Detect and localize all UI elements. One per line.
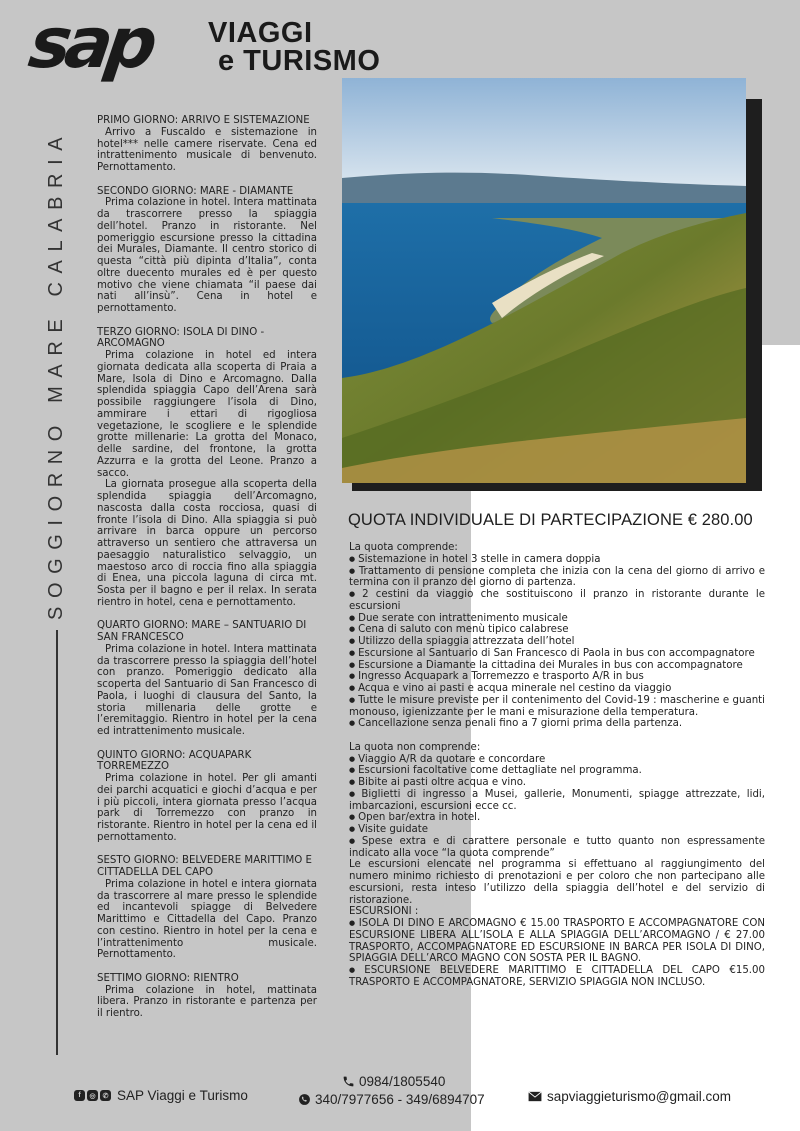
mail-icon [528, 1091, 542, 1102]
day-heading: QUINTO GIORNO: ACQUAPARK TORREMEZZO [97, 749, 252, 773]
phone-icon [342, 1075, 355, 1088]
excludes-item: ● Visite guidate [349, 824, 765, 836]
includes-item: ● 2 cestini da viaggio che sostituiscono il pranzo in ristorante durante le escursioni [349, 589, 765, 613]
itinerary-day [97, 115, 317, 174]
itinerary-day [97, 620, 317, 738]
excursion-item: ● ISOLA DI DINO E ARCOMAGNO € 15.00 TRASPORTO E ACCOMPAGNATORE CON ESCURSIONE LIBERA ALL’ISOLA E ALLA SPIAGGIA DELL’ARCOMAGNO / € 27.00 TRASPORTO, ACCOMPAGNATORE ED ESCURSIONE IN BARCA PER ISOLA DI DINO, SPIAGGIA DELL’ARCO MAGNO CON SOSTA PER IL BAGNO. [349, 918, 765, 965]
excludes-item: ● Biglietti di ingresso a Musei, gallerie, Monumenti, spiagge attrezzate, lidi, imbarcazioni, escursioni ecce cc. [349, 789, 765, 813]
excludes-title: La quota non comprende: [349, 741, 481, 753]
whatsapp-social-icon[interactable]: ✆ [100, 1090, 111, 1101]
includes-item: ● Acqua e vino ai pasti e acqua minerale nel cestino da viaggio [349, 683, 765, 695]
footer-brand [74, 1088, 248, 1103]
whatsapp-icon [298, 1093, 311, 1106]
day-description: Arrivo a Fuscaldo e sistemazione in hotel*** nelle camere riservate. Cena ed intrattenimento musicale di benvenuto. Pernottamento. [97, 126, 317, 173]
excursion-item: ● ESCURSIONE BELVEDERE MARITTIMO E CITTADELLA DEL CAPO €15.00 TRASPORTO E ACCOMPAGNATORE, SERVIZIO SPIAGGIA NON INCLUSO. [349, 965, 765, 989]
day-description: Prima colazione in hotel e intera giornata da trascorrere al mare presso le splendide ed incantevoli spiagge di Belvedere Marittimo e Cittadella del Capo. Pranzo con cestino. Rientro in hotel per la cena e l’intrattenimento musicale. Pernottamento. [97, 878, 317, 961]
includes-item: ● Due serate con intrattenimento musicale [349, 613, 765, 625]
day-description: Prima colazione in hotel, mattinata libera. Pranzo in ristorante e partenza per il rientro. [97, 984, 317, 1019]
includes-item: ● Ingresso Acquapark a Torremezzo e trasporto A/R in bus [349, 671, 765, 683]
excludes-item: ● Bibite ai pasti oltre acqua e vino. [349, 777, 765, 789]
vertical-divider [56, 630, 58, 1055]
footer-brand-name: SAP Viaggi e Turismo [117, 1088, 248, 1103]
itinerary-day [97, 973, 317, 1020]
includes-item: ● Trattamento di pensione completa che inizia con la cena del giorno di arrivo e termina con il pranzo del giorno di partenza. [349, 566, 765, 590]
email-address[interactable]: sapviaggieturismo@gmail.com [547, 1089, 732, 1104]
excursions-list [349, 918, 765, 989]
includes-item: ● Cena di saluto con menù tipico calabrese [349, 624, 765, 636]
social-icons [74, 1090, 111, 1101]
excludes-list [349, 754, 765, 860]
includes-item: ● Escursione al Santuario di San Francesco di Paola in bus con accompagnatore [349, 648, 765, 660]
day-heading: SETTIMO GIORNO: RIENTRO [97, 972, 239, 984]
includes-item: ● Escursione a Diamante la cittadina dei Murales in bus con accompagnatore [349, 660, 765, 672]
excludes-item: ● Escursioni facoltative come dettagliate nel programma. [349, 765, 765, 777]
itinerary-day [97, 186, 317, 315]
includes-title: La quota comprende: [349, 542, 458, 553]
excursions-note: Le escursioni elencate nel programma si effettuano al raggiungimento del numero minimo richiesto di prenotazioni e per coloro che non partecipano alle escursioni, resta inteso l’utilizzo della spiaggia dell’hotel e del servizio di ristorazione. [349, 859, 765, 906]
mobile-numbers[interactable]: 340/7977656 - 349/6894707 [315, 1092, 485, 1107]
footer-phone[interactable] [342, 1074, 445, 1089]
includes-item: ● Tutte le misure previste per il contenimento del Covid-19 : mascherine e guanti monouso, igienizzante per le mani e misurazione della temperatura. [349, 695, 765, 719]
footer-email[interactable] [528, 1089, 731, 1104]
excludes-item: ● Spese extra e di carattere personale e tutto quanto non espressamente indicato alla voce “la quota comprende” [349, 836, 765, 860]
quota-details [349, 542, 765, 989]
includes-item: ● Cancellazione senza penali fino a 7 giorni prima della partenza. [349, 718, 765, 730]
day-heading: PRIMO GIORNO: ARRIVO E SISTEMAZIONE [97, 115, 310, 126]
coast-photo [342, 78, 746, 483]
day-heading: SECONDO GIORNO: MARE - DIAMANTE [97, 185, 294, 197]
excludes-item: ● Open bar/extra in hotel. [349, 812, 765, 824]
logo-line-1: VIAGGI [208, 17, 313, 49]
quota-title: QUOTA INDIVIDUALE DI PARTECIPAZIONE € 280.00 [348, 511, 753, 529]
logo-line-2: e TURISMO [218, 45, 381, 77]
day-heading: QUARTO GIORNO: MARE – SANTUARIO DI SAN FRANCESCO [97, 620, 307, 643]
logo-sap-wordmark: sap [24, 2, 157, 84]
itinerary-day [97, 855, 317, 961]
day-description: Prima colazione in hotel ed intera giornata dedicata alla scoperta di Praia a Mare, Isola di Dino e Arcomagno. Dalla splendida spiaggia Capo dell’Arena sarà possibile raggiungere l’isola di Dino, ammirare i ettari di rigogliosa vegetazione, le scogliere e le splendide grotte millenarie: La grotta del Monaco, delle sardine, del frontone, la grotta Azzurra e la grotta del Leone. Pranzo a sacco. [97, 350, 317, 479]
day-heading: TERZO GIORNO: ISOLA DI DINO - ARCOMAGNO [97, 326, 265, 350]
day-heading: SESTO GIORNO: BELVEDERE MARITTIMO E CITTADELLA DEL CAPO [97, 855, 312, 878]
itinerary [97, 115, 317, 1032]
includes-item: ● Utilizzo della spiaggia attrezzata dell’hotel [349, 636, 765, 648]
excludes-item: ● Viaggio A/R da quotare e concordare [349, 754, 765, 766]
itinerary-day [97, 327, 317, 609]
includes-item: ● Sistemazione in hotel 3 stelle in camera doppia [349, 554, 765, 566]
facebook-icon[interactable]: f [74, 1090, 85, 1101]
day-description: Prima colazione in hotel. Intera mattinata da trascorrere presso la spiaggia dell’hotel con pranzo. Pomeriggio dedicato alla scoperta del Santuario di San Francesco di Paola, i luoghi di clausura del Santo, la storia millenaria delle grotte e l’eremitaggio. Rientro in hotel per la cena ed intrattenimento musicale. [97, 643, 317, 737]
excursions-title: ESCURSIONI : [349, 906, 419, 918]
phone-number[interactable]: 0984/1805540 [359, 1074, 446, 1089]
instagram-icon[interactable]: ◎ [87, 1090, 98, 1101]
day-description: Prima colazione in hotel. Intera mattinata da trascorrere presso la spiaggia dell’hotel. Pranzo in ristorante. Nel pomeriggio escursione presso la cittadina dei Murales, Diamante. Il centro storico di questa “città più dipinta d’Italia”, conta oltre duecento murales ed è per questo motivo che viene chiamata “il paese dai nati all’insù”. Cena in hotel e pernottamento. [97, 197, 317, 314]
vertical-title: SOGGIORNO MARE CALABRIA [45, 128, 67, 620]
itinerary-day [97, 750, 317, 844]
footer-mobile[interactable] [298, 1092, 485, 1107]
day-description: La giornata prosegue alla scoperta della splendida spiaggia dell’Arcomagno, nascosta dalla costa rocciosa, quasi di fronte l’isola di Dino. Alla spiaggia si può arrivare in barca oppure un percorso attraverso un sentiero che attraversa un paesaggio naturalistico selvaggio, un maestoso arco di roccia fino alla spiaggia di Enea, una piccola laguna di circa mt. Sosta per il bagno e per il relax. In serata rientro in hotel, cena e pernottamento. [97, 479, 317, 608]
includes-list [349, 554, 765, 730]
day-description: Prima colazione in hotel. Per gli amanti dei parchi acquatici e giochi d’acqua e per i più piccoli, intera giornata presso l’acqua park di Torremezzo con pranzo in ristorante. Rientro in hotel per la cena ed il pernottamento. [97, 773, 317, 843]
sap-logo [24, 2, 410, 84]
